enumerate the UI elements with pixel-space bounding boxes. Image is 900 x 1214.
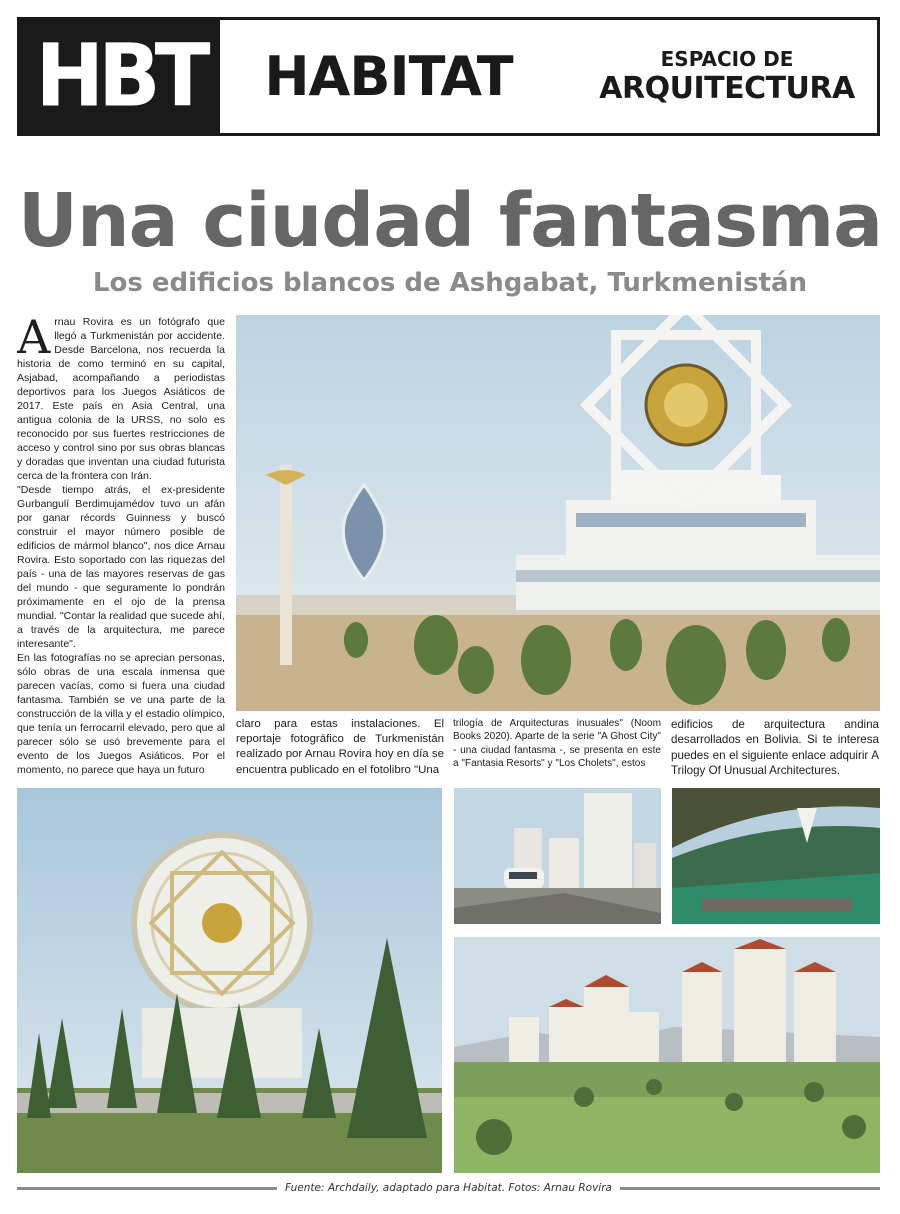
masthead-section xyxy=(577,20,877,133)
footer xyxy=(17,1182,880,1194)
photo-alem-center xyxy=(236,315,880,711)
article-column-3: trilogía de Arquitecturas inusuales" (Noom Books 2020). Aparte de la serie "A Ghost City" - una ciudad fantasma -, se presenta en este a "Fantasia Resorts" y "Los Cholets", estos xyxy=(453,718,661,770)
photo-white-towers xyxy=(454,937,880,1173)
masthead-section-line1: ESPACIO DE xyxy=(660,47,794,71)
article-paragraph-3: En las fotografías no se aprecian personas, sólo obras de una escala inmensa que parecen vacías, como si fuera una ciudad fantasma. También se ve una parte de la construcción de la villa y el estadio olímpico, que tenía un ferrocarril elevado, pero que al parecer sólo se usó brevemente para el evento de los Juegos Asiáticos. Por el momento, no parece que haya un futuro xyxy=(17,652,225,776)
footer-rule-left xyxy=(17,1187,277,1190)
article-title: Una ciudad fantasma xyxy=(17,178,883,264)
masthead-section-line2: ARQUITECTURA xyxy=(599,71,855,106)
article-column-2: claro para estas instalaciones. El reportaje fotográfico de Turkmenistán realizado por Arnau Rovira hoy en día se encuentra publicado en el fotolibro "Una xyxy=(236,718,444,776)
drop-cap: A xyxy=(17,315,51,364)
article-paragraph-2: "Desde tiempo atrás, el ex-presidente Gurbangulí Berdimujamédov tuvo un afán por ganar récords Guinness y buscó construir el mayor número posible de edificios de mármol blanco", nos dice Arnau Rovira. Esto soportado con las riquezas del país - una de las mayores reservas de gas del mundo - que seguramente lo pondrán próximamente en el ojo de la prensa mundial. "Contar la realidad que sucede ahí, a través de la arquitectura, me parece interesante". xyxy=(17,484,225,650)
photo-ferris-wheel xyxy=(17,788,442,1173)
photo-stadium xyxy=(672,788,880,924)
masthead-title: HABITAT xyxy=(264,45,513,108)
footer-rule-right xyxy=(620,1187,880,1190)
article-paragraph-1 xyxy=(17,315,225,483)
paragraph-1-text: rnau Rovira es un fotógrafo que llegó a Turkmenistán por accidente. Desde Barcelona, nos recuerda la historia de como terminó en su capital, Asjabad, acompañando a periodistas deportivos para los Juegos Asiáticos de 2017. Este país en Asia Central, una antigua colonia de la URSS, no solo es reconocido por sus fuertes restricciones de acceso y control sino por sus obras blancas y doradas que inventan una ciudad futurista cerca de la frontera con Irán. xyxy=(17,316,225,482)
article-column-4: edificios de arquitectura andina desarrollados en Bolivia. Si te interesa puedes en el siguiente enlace adquirir A Trilogy Of Unusual Architectures. xyxy=(671,718,879,778)
article-column-1 xyxy=(17,315,225,785)
photo-monorail xyxy=(454,788,661,924)
article-subtitle: Los edificios blancos de Ashgabat, Turkmenistán xyxy=(92,268,808,298)
logo-text: HBT xyxy=(35,26,205,126)
photo-credit: Fuente: Archdaily, adaptado para Habitat. Fotos: Arnau Rovira xyxy=(285,1182,612,1194)
masthead xyxy=(17,17,880,136)
logo xyxy=(20,20,220,133)
